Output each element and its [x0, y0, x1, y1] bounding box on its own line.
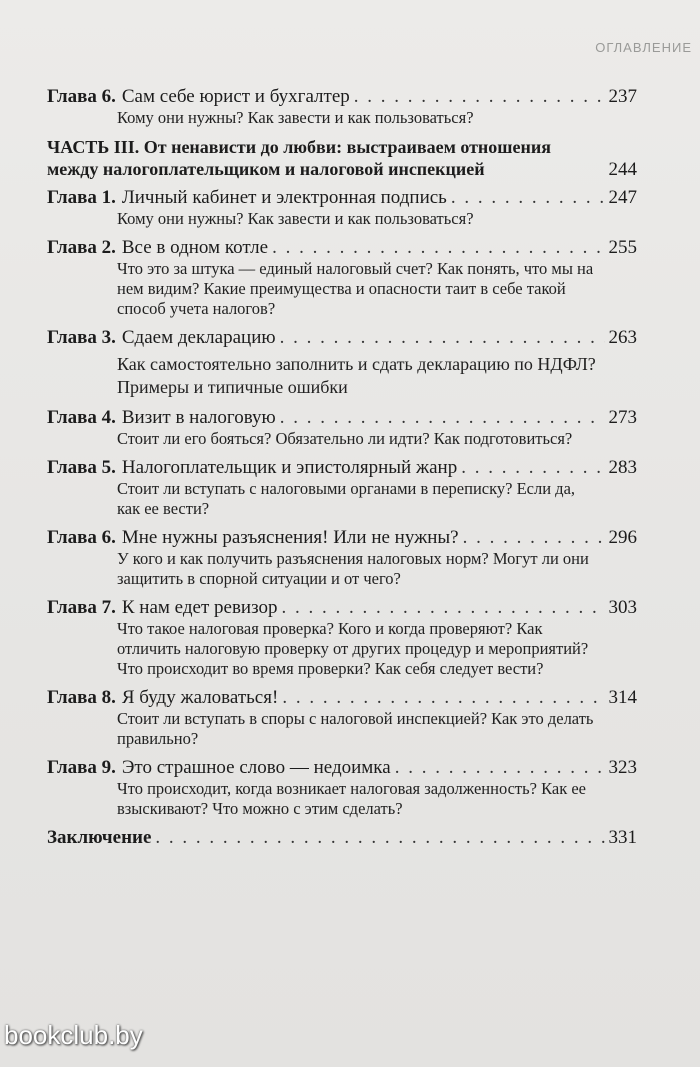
toc-entry-heading: [47, 757, 637, 779]
toc-entry-heading: [47, 527, 637, 549]
table-of-contents: [47, 86, 637, 849]
chapter-label: Глава 8.: [47, 687, 116, 708]
toc-entry: [47, 757, 637, 819]
toc-entry-heading: [47, 327, 637, 349]
chapter-description: Стоит ли его бояться? Обязательно ли идти? Как подготовиться?: [117, 429, 573, 448]
chapter-description: Как самостоятельно заполнить и сдать декларацию по НДФЛ?Примеры и типичные ошибки: [117, 354, 596, 397]
chapter-description: У кого и как получить разъяснения налоговых норм? Могут ли они защитить в спорной ситуации и от чего?: [117, 549, 589, 588]
dot-leader: [280, 407, 605, 429]
toc-entry-heading: [47, 407, 637, 429]
chapter-label: Глава 5.: [47, 457, 116, 478]
dot-leader: [463, 527, 605, 549]
part-heading: [47, 136, 637, 181]
page-number: 331: [608, 827, 637, 848]
page-number: 323: [608, 757, 637, 778]
toc-entry-heading: [47, 687, 637, 709]
toc-entry: [47, 187, 637, 229]
chapter-title: Сам себе юрист и бухгалтер: [121, 86, 350, 107]
dot-leader: [282, 687, 604, 709]
chapter-title: Личный кабинет и электронная подпись: [121, 187, 447, 208]
toc-entry: [47, 407, 637, 449]
toc-entry-heading: [47, 187, 637, 209]
page-number: 255: [608, 237, 637, 258]
conclusion-title: Заключение: [47, 827, 152, 848]
dot-leader: [354, 86, 605, 108]
part-title-line-1: ЧАСТЬ III. От ненависти до любви: выстраиваем отношения: [47, 137, 551, 157]
dot-leader: [461, 457, 604, 479]
dot-leader: [155, 827, 604, 849]
chapter-title: Сдаем декларацию: [121, 327, 276, 348]
toc-entry: [47, 237, 637, 319]
chapter-description: Кому они нужны? Как завести и как пользоваться?: [117, 209, 474, 228]
chapter-description: Что такое налоговая проверка? Кого и когда проверяют? Как отличить налоговую проверку от других процедур и мероприятий? Что происходит во время проверки? Как себя следует вести?: [117, 619, 589, 678]
chapter-description: Что происходит, когда возникает налоговая задолженность? Как ее взыскивают? Что можно с этим сделать?: [117, 779, 587, 818]
toc-conclusion: [47, 827, 637, 849]
chapter-label: Глава 6.: [47, 527, 116, 548]
chapter-title: Налогоплательщик и эпистолярный жанр: [121, 457, 458, 478]
part-title-line-2: между налогоплательщиком и налоговой инспекцией: [47, 159, 485, 179]
page-number: 296: [608, 527, 637, 548]
chapter-label: Глава 3.: [47, 327, 116, 348]
page-number: 273: [608, 407, 637, 428]
chapter-title: Визит в налоговую: [121, 407, 276, 428]
chapter-title: Я буду жаловаться!: [121, 687, 279, 708]
chapter-description: Стоит ли вступать в споры с налоговой инспекцией? Как это делать правильно?: [117, 709, 594, 748]
toc-entry: [47, 457, 637, 519]
dot-leader: [280, 327, 605, 349]
chapter-title: Мне нужны разъяснения! Или не нужны?: [121, 527, 459, 548]
page-number: 244: [608, 159, 637, 180]
chapter-label: Глава 7.: [47, 597, 116, 618]
toc-entry: [47, 687, 637, 749]
chapter-label: Глава 4.: [47, 407, 116, 428]
dot-leader: [272, 237, 604, 259]
site-watermark: bookclub.by: [4, 1020, 143, 1050]
toc-entry: [47, 86, 637, 128]
toc-entry-heading: [47, 86, 637, 108]
dot-leader: [281, 597, 604, 619]
toc-entry: [47, 327, 637, 399]
chapter-description: Кому они нужны? Как завести и как пользоваться?: [117, 108, 474, 127]
chapter-description: Что это за штука — единый налоговый счет? Как понять, что мы на нем видим? Какие преимущества и опасности таит в себе такой способ учета налогов?: [117, 259, 594, 318]
chapter-title: К нам едет ревизор: [121, 597, 278, 618]
page-number: 303: [608, 597, 637, 618]
chapter-label: Глава 2.: [47, 237, 116, 258]
page-number: 263: [608, 327, 637, 348]
chapter-label: Глава 9.: [47, 757, 116, 778]
toc-entry: [47, 527, 637, 589]
page-number: 247: [608, 187, 637, 208]
running-head: ОГЛАВЛЕНИЕ: [595, 40, 692, 55]
page-number: 283: [608, 457, 637, 478]
chapter-title: Это страшное слово — недоимка: [121, 757, 391, 778]
chapter-description: Стоит ли вступать с налоговыми органами в переписку? Если да, как ее вести?: [117, 479, 576, 518]
chapter-label: Глава 1.: [47, 187, 116, 208]
dot-leader: [451, 187, 605, 209]
dot-leader: [395, 757, 605, 779]
toc-entry: [47, 597, 637, 679]
chapter-label: Глава 6.: [47, 86, 116, 107]
toc-entry-heading: [47, 237, 637, 259]
chapter-title: Все в одном котле: [121, 237, 269, 258]
page-number: 314: [608, 687, 637, 708]
page-number: 237: [608, 86, 637, 107]
toc-entry-heading: [47, 457, 637, 479]
toc-entry-heading: [47, 597, 637, 619]
